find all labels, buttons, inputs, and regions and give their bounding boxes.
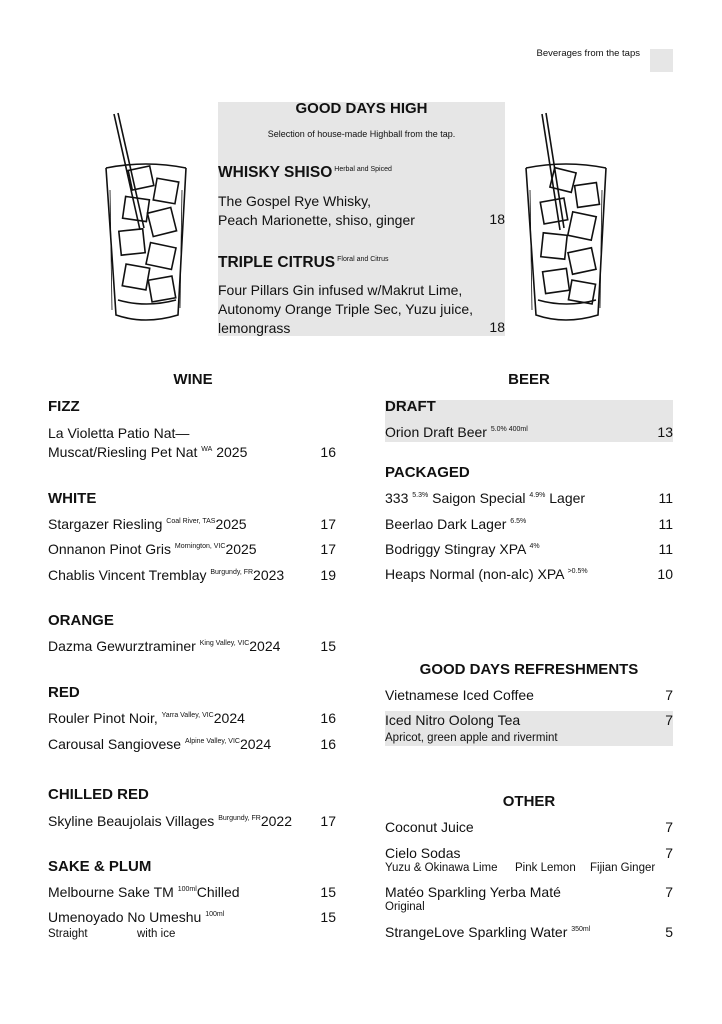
wine-chilled-red-label: CHILLED RED <box>48 786 149 803</box>
refreshment-name: Vietnamese Iced Coffee <box>385 687 534 703</box>
beer-draft-label: DRAFT <box>385 398 436 415</box>
wine-white-label: WHITE <box>48 490 97 507</box>
beer-item <box>385 516 526 532</box>
wine-year: 2024 <box>213 710 245 726</box>
beer-name: Heaps Normal (non-alc) XPA <box>385 566 564 582</box>
beer-name: Orion Draft Beer <box>385 424 487 440</box>
wine-region: Yarra Valley, VIC <box>161 712 214 719</box>
sake-size: 100ml <box>205 911 225 918</box>
beer-item <box>385 541 540 557</box>
drink-ingredients: Autonomy Orange Triple Sec, Yuzu juice, <box>218 301 473 317</box>
wine-item-line: La Violetta Patio Nat— <box>48 425 190 441</box>
refreshment-price: 7 <box>665 712 673 728</box>
drink-note: Floral and Citrus <box>337 256 389 263</box>
drink-name: WHISKY SHISO <box>218 164 333 181</box>
wine-item <box>48 710 245 726</box>
soda-flavor: Pink Lemon <box>515 862 576 874</box>
beer-item <box>385 566 588 582</box>
wine-region: King Valley, VIC <box>199 640 250 647</box>
beer-name: 333 <box>385 490 409 506</box>
wine-year: 2025 <box>216 444 248 460</box>
wine-price: 16 <box>320 710 336 726</box>
corner-label: Beverages from the taps <box>536 48 640 59</box>
highball-title: GOOD DAYS HIGH <box>295 100 428 117</box>
beer-abv: >0.5% <box>567 568 588 575</box>
wine-year: 2025 <box>215 516 247 532</box>
other-title: OTHER <box>502 793 556 810</box>
other-item <box>385 924 590 940</box>
wine-title: WINE <box>173 371 213 388</box>
wine-price: 16 <box>320 736 336 752</box>
wine-price: 17 <box>320 813 336 829</box>
wine-item <box>48 813 292 829</box>
refreshment-price: 7 <box>665 687 673 703</box>
wine-region: Alpine Valley, VIC <box>184 738 240 745</box>
beer-price: 11 <box>658 490 673 506</box>
beer-abv: 6.5% <box>510 518 527 525</box>
wine-item <box>48 638 280 654</box>
wine-red-label: RED <box>48 684 80 701</box>
beer-abv: 4.9% <box>529 492 546 499</box>
wine-price: 19 <box>320 567 336 583</box>
beer-item <box>385 490 585 506</box>
beer-price: 10 <box>657 566 673 582</box>
wine-price: 15 <box>320 638 336 654</box>
drink-ingredients: The Gospel Rye Whisky, <box>218 193 372 209</box>
other-price: 7 <box>665 819 673 835</box>
sake-option: Straight <box>48 928 88 940</box>
wine-item <box>48 541 257 557</box>
drink-ingredients: lemongrass <box>218 320 291 336</box>
highball-glass-icon-left <box>100 110 190 335</box>
sake-name: Umenoyado No Umeshu <box>48 909 202 925</box>
wine-fizz-label: FIZZ <box>48 398 80 415</box>
corner-tab <box>650 49 673 72</box>
other-name: Coconut Juice <box>385 819 474 835</box>
sake-option: with ice <box>137 928 176 940</box>
wine-name: Onnanon Pinot Gris <box>48 541 171 557</box>
other-name: Matéo Sparkling Yerba Maté <box>385 884 561 900</box>
other-name: StrangeLove Sparkling Water <box>385 924 568 940</box>
wine-name: Carousal Sangiovese <box>48 736 182 752</box>
wine-price: 16 <box>320 444 336 460</box>
beer-abv: 5.3% <box>412 492 429 499</box>
soda-flavor: Yuzu & Okinawa Lime <box>385 862 498 874</box>
wine-name: Chablis Vincent Tremblay <box>48 567 207 583</box>
beer-price: 11 <box>658 516 673 532</box>
beer-price: 13 <box>657 424 673 440</box>
other-desc: Original <box>385 901 425 913</box>
drink-ingredients: Peach Marionette, shiso, ginger <box>218 212 415 228</box>
beer-abv: 4% <box>529 543 540 550</box>
wine-region: Mornington, VIC <box>174 543 226 550</box>
drink-ingredients: Four Pillars Gin infused w/Makrut Lime, <box>218 282 463 298</box>
wine-name: Skyline Beaujolais Villages <box>48 813 215 829</box>
wine-year: 2023 <box>253 567 285 583</box>
beer-style: Lager <box>549 490 586 506</box>
sake-serve: Chilled <box>196 884 240 900</box>
highball-glass-icon-right <box>520 110 610 335</box>
wine-price: 17 <box>320 541 336 557</box>
wine-orange-label: ORANGE <box>48 612 114 629</box>
wine-name: Dazma Gewurztraminer <box>48 638 196 654</box>
wine-item <box>48 444 247 460</box>
beer-price: 11 <box>658 541 673 557</box>
sake-name: Melbourne Sake TM <box>48 884 174 900</box>
wine-region: WA <box>201 446 213 453</box>
drink-triple-citrus <box>218 254 388 272</box>
other-size: 350ml <box>571 926 591 933</box>
beer-name: Saigon Special <box>432 490 526 506</box>
wine-year: 2022 <box>260 813 293 829</box>
wine-region: Burgundy, FR <box>210 569 254 576</box>
beer-item <box>385 424 528 440</box>
beer-title: BEER <box>508 371 550 388</box>
wine-name: Muscat/Riesling Pet Nat <box>48 444 198 460</box>
wine-name: Rouler Pinot Noir, <box>48 710 158 726</box>
wine-price: 17 <box>320 516 336 532</box>
wine-year: 2024 <box>239 736 272 752</box>
wine-item <box>48 516 247 532</box>
sake-price: 15 <box>320 884 336 900</box>
refreshment-name: Iced Nitro Oolong Tea <box>385 712 521 728</box>
wine-year: 2024 <box>249 638 281 654</box>
other-name: Cielo Sodas <box>385 845 461 861</box>
refreshments-title: GOOD DAYS REFRESHMENTS <box>419 661 639 678</box>
drink-price: 18 <box>489 319 505 335</box>
wine-item <box>48 736 271 752</box>
beer-abv: 5.0% 400ml <box>490 426 528 433</box>
wine-item <box>48 567 284 583</box>
beer-name: Bodriggy Stingray XPA <box>385 541 526 557</box>
beer-packaged-label: PACKAGED <box>385 464 470 481</box>
sake-item <box>48 909 224 925</box>
wine-region: Coal River, TAS <box>166 518 216 525</box>
other-price: 7 <box>665 884 673 900</box>
wine-year: 2025 <box>225 541 257 557</box>
wine-name: Stargazer Riesling <box>48 516 163 532</box>
other-price: 7 <box>665 845 673 861</box>
sake-size: 100ml <box>177 886 197 893</box>
beer-name: Beerlao Dark Lager <box>385 516 507 532</box>
sake-item <box>48 884 240 900</box>
wine-sake-label: SAKE & PLUM <box>48 858 152 875</box>
soda-flavor: Fijian Ginger <box>590 862 656 874</box>
wine-region: Burgundy, FR <box>218 815 261 822</box>
drink-whisky-shiso <box>218 164 392 182</box>
drink-price: 18 <box>489 211 505 227</box>
drink-note: Herbal and Spiced <box>334 166 392 173</box>
drink-name: TRIPLE CITRUS <box>218 254 336 271</box>
refreshment-desc: Apricot, green apple and rivermint <box>385 732 558 744</box>
highball-subtitle: Selection of house-made Highball from the tap. <box>267 129 456 139</box>
sake-price: 15 <box>320 909 336 925</box>
other-price: 5 <box>665 924 673 940</box>
